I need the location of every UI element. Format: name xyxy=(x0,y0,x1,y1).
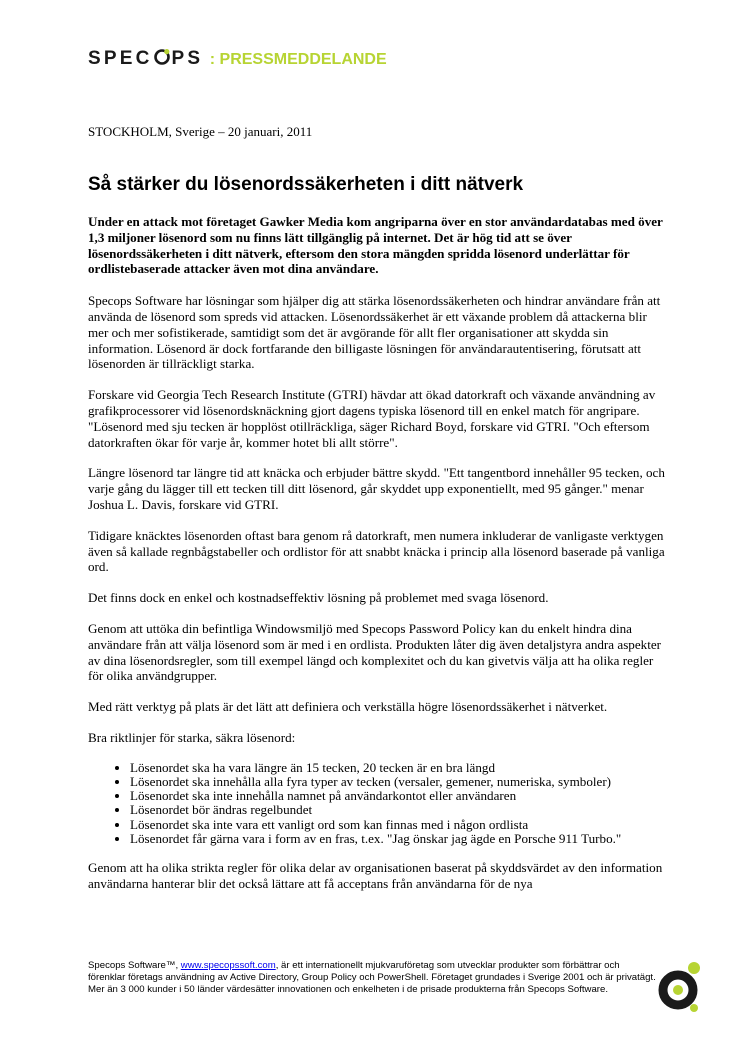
header xyxy=(88,48,387,74)
list-item: • Lösenordet ska inte vara ett vanligt ord som kan finnas med i någon ordlista xyxy=(130,818,668,832)
body-paragraph: Det finns dock en enkel och kostnadseffektiv lösning på problemet med svaga lösenord. xyxy=(88,590,549,606)
body-paragraph: Genom att uttöka din befintliga Windowsmiljö med Specops Password Policy kan du enkelt hindra dina användare från att välja lösenord som är med i en ordlista. Produkten låter dig även detaljstyra andra aspekter av dina lösenordsregler, som till exempel längd och komplexitet och du kan givetvis välja att ha olika regler för olika användgrupper. xyxy=(88,620,662,684)
article-body xyxy=(88,214,668,907)
body-paragraph: Forskare vid Georgia Tech Research Institute (GTRI) hävdar att ökad datorkraft och växande användning av grafikprocessorer vid lösenordsknäckning gjort dagens typiska lösenord till en enkel match för angripare. "Lösenord med sju tecken är hopplöst otillräckliga, säger Richard Boyd, forskare vid GTRI. "Och eftersom datorkraften ökar för varje år, kommer hotet bli allt större". xyxy=(88,387,656,450)
dateline: STOCKHOLM, Sverige – 20 januari, 2011 xyxy=(88,124,313,139)
body-paragraph: Specops Software har lösningar som hjälper dig att stärka lösenordssäkerheten och hindrar användare från att använda de lösenord som spreds vid attacken. Lösenordssäkerhet är ett växande problem då attackerna blir mer och mer sofistikerade, samtidigt som det är avgörande för allt fler organisationer att skydda sin information. Lösenord är dock fortfarande den billigaste lösningen för användarautentisering, förutsatt att lösenorden är tillräckligt starka. xyxy=(88,293,661,372)
header-label: PRESSMEDDELANDE xyxy=(219,51,387,68)
company-website-link[interactable]: www.specopssoft.com xyxy=(180,960,276,971)
logo-o-icon xyxy=(153,48,171,66)
header-separator: : xyxy=(205,51,220,68)
logo-text-left: SPEC xyxy=(88,48,153,69)
list-item: • Lösenordet får gärna vara i form av en fras, t.ex. "Jag önskar jag ägde en Porsche 911 Turbo." xyxy=(130,832,668,846)
body-paragraph: Längre lösenord tar längre tid att knäcka och erbjuder bättre skydd. "Ett tangentbord innehåller 95 tecken, och varje gång du lägger till ett tecken till ditt lösenord, går skyddet upp exponentiellt, med 95 gånger." menar Joshua L. Davis, forskare vid GTRI. xyxy=(88,465,665,512)
list-item: • Lösenordet ska innehålla alla fyra typer av tecken (versaler, gemener, numeriska, symboler) xyxy=(130,775,668,789)
list-item: • Lösenordet ska inte innehålla namnet på användarkontot eller användaren xyxy=(130,789,668,803)
footer-boilerplate xyxy=(88,960,658,997)
body-paragraph: Tidigare knäcktes lösenorden oftast bara genom rå datorkraft, men numera inkluderar de vanligaste verktygen även så kallade regnbågstabeller och ordlistor för att snabbt knäcka i princip alla lösenord baserade på vanliga ord. xyxy=(88,527,665,575)
list-item: • Lösenordet bör ändras regelbundet xyxy=(130,803,668,817)
specops-logo xyxy=(88,48,203,69)
specops-badge-icon xyxy=(656,960,704,1014)
closing-paragraph: Genom att ha olika strikta regler för olika delar av organisationen baserat på skyddsvärdet av den information användarna hanterar blir det också lättare att få acceptans från användarna för de nya xyxy=(88,859,663,891)
list-item: • Lösenordet ska ha vara längre än 15 tecken, 20 tecken är en bra längd xyxy=(130,761,668,775)
footer-text-rest: , är ett internationellt mjukvaruföretag som utvecklar produkter som förbättrar och förenklar företags användning av Active Directory, Group Policy och PowerShell. Företaget grundades i Sverige 2001 och är privatägt. Mer än 3 000 kunder i 50 länder värdesätter innovationen och enkelheten i de prisade produkterna från Specops Software. xyxy=(88,960,656,996)
footer-text-start: Specops Software™, xyxy=(88,960,181,971)
body-paragraph: Med rätt verktyg på plats är det lätt att definiera och verkställa högre lösenordssäkerhet i nätverket. xyxy=(88,699,608,715)
guidelines-intro: Bra riktlinjer för starka, säkra lösenord: xyxy=(88,729,296,745)
logo-text-right: PS xyxy=(171,48,204,69)
guidelines-list xyxy=(88,761,668,846)
page-title: Så stärker du lösenordssäkerheten i ditt nätverk xyxy=(88,174,524,195)
lead-paragraph: Under en attack mot företaget Gawker Media kom angriparna över en stor användardatabas med över 1,3 miljoner lösenord som nu finns lätt tillgänglig på internet. Det är hög tid att se över lösenordssäkerheten i ditt nätverk, eftersom den stora mängden spridda lösenord underlättar för ordlistebaserade attacker även mot dina användare. xyxy=(88,214,663,277)
